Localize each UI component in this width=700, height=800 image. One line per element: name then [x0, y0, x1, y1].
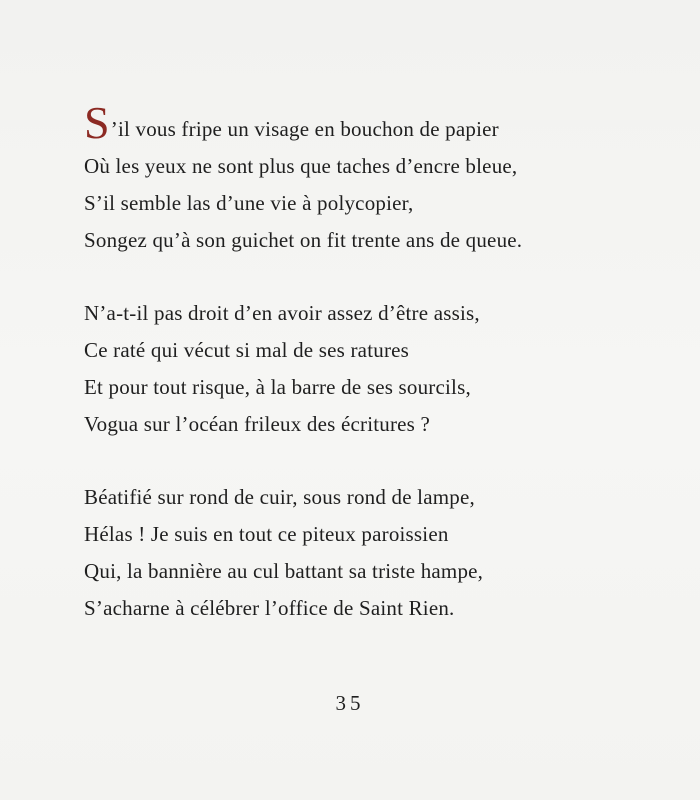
- poem-line: S’il semble las d’une vie à polycopier,: [84, 191, 414, 215]
- poem-line: Ce raté qui vécut si mal de ses ratures: [84, 338, 410, 362]
- poem-line-text: ’il vous fripe un visage en bouchon de papier: [110, 117, 499, 141]
- poem-line: Hélas ! Je suis en tout ce piteux paroissien: [84, 522, 449, 546]
- drop-cap: S: [84, 97, 110, 148]
- stanza-3: [84, 479, 644, 627]
- poem-line: Béatifié sur rond de cuir, sous rond de lampe,: [84, 485, 475, 509]
- stanza-2: [84, 295, 644, 443]
- poem: [84, 97, 644, 663]
- poem-line: Où les yeux ne sont plus que taches d’encre bleue,: [84, 154, 518, 178]
- poem-line: Qui, la bannière au cul battant sa triste hampe,: [84, 559, 484, 583]
- poem-line: N’a-t-il pas droit d’en avoir assez d’être assis,: [84, 301, 480, 325]
- poem-line: Songez qu’à son guichet on fit trente ans de queue.: [84, 228, 523, 252]
- poem-line: Et pour tout risque, à la barre de ses sourcils,: [84, 375, 471, 399]
- poem-line: Vogua sur l’océan frileux des écritures ?: [84, 412, 431, 436]
- poem-line: [84, 97, 644, 148]
- stanza-1: [84, 97, 644, 259]
- page-number: 35: [335, 691, 365, 715]
- poem-line: S’acharne à célébrer l’office de Saint Rien.: [84, 596, 455, 620]
